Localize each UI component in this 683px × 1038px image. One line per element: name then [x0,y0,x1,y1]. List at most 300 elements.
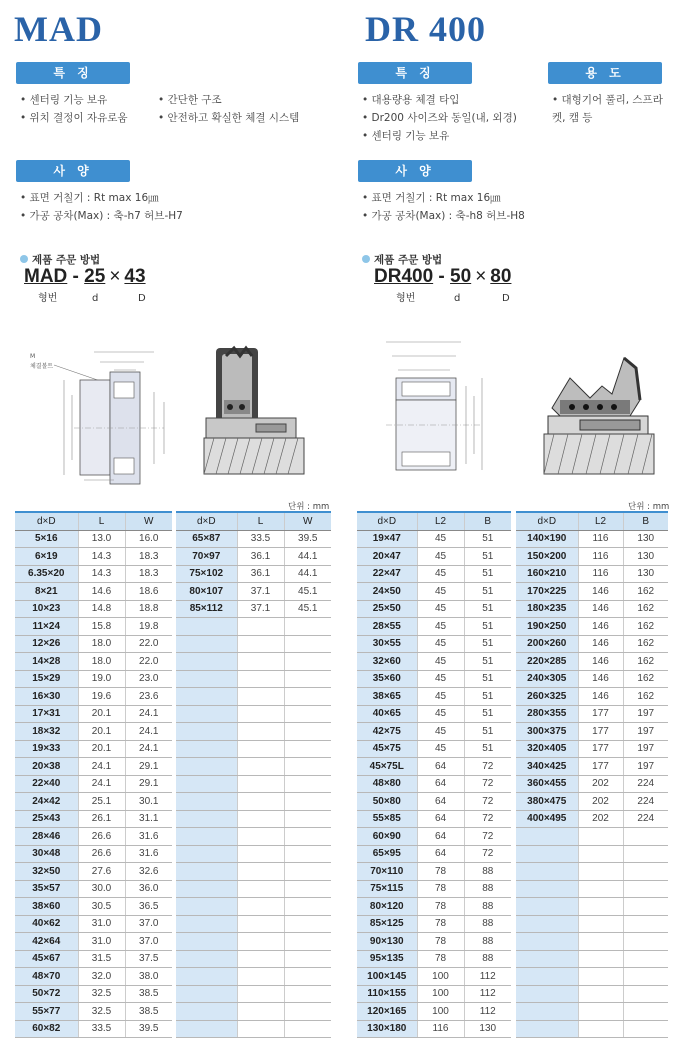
cell-size: 10×23 [15,600,78,618]
cell-value [284,863,331,881]
cell-value: 45 [417,635,464,653]
cell-value: 18.0 [78,635,125,653]
table-row [357,653,511,671]
cell-value [578,915,623,933]
cell-size: 48×80 [357,775,417,793]
cell-value: 64 [417,775,464,793]
cell-size: 220×285 [516,653,578,671]
table-row [15,845,172,863]
cell-value: 202 [578,793,623,811]
table-row [176,880,331,898]
cell-value: 224 [623,810,668,828]
cell-value [284,985,331,1003]
cell-value [237,845,284,863]
table-row [357,705,511,723]
mad-title: MAD [14,9,103,49]
cell-size: 70×97 [176,548,237,566]
cell-size: 55×77 [15,1003,78,1021]
cell-size [176,898,237,916]
table-row [15,793,172,811]
cell-value [623,898,668,916]
cell-value: 78 [417,880,464,898]
dr400-spec-badge: 사 양 [358,160,472,182]
dr400-section-drawing [366,330,506,485]
table-row [357,758,511,776]
table-row [516,933,668,951]
cell-value: 30.1 [125,793,172,811]
cell-size: 40×62 [15,915,78,933]
cell-value: 112 [464,985,511,1003]
cell-size: 35×60 [357,670,417,688]
bullet-item: • 표면 거칠기 : Rt max 16㎛ [20,189,183,207]
table-row [15,635,172,653]
cell-value: 20.1 [78,740,125,758]
cell-size: 25×50 [357,600,417,618]
table-row [516,705,668,723]
cell-value: 162 [623,653,668,671]
cell-size [176,950,237,968]
table-row [357,828,511,846]
table-row [15,653,172,671]
cell-value [623,880,668,898]
cell-value: 18.0 [78,653,125,671]
cell-size [516,915,578,933]
table-row [516,1003,668,1021]
cell-value [237,705,284,723]
cell-size: 240×305 [516,670,578,688]
cell-value [578,845,623,863]
cell-value [284,1003,331,1021]
dot-icon [362,255,370,263]
cell-value: 24.1 [125,723,172,741]
table-row [15,670,172,688]
cell-size: 90×130 [357,933,417,951]
table-row [176,688,331,706]
table-row [516,583,668,601]
cell-value [284,618,331,636]
cell-value: 20.1 [78,705,125,723]
table-row [516,530,668,548]
cell-value: 22.0 [125,653,172,671]
table-row [15,565,172,583]
cell-value [284,758,331,776]
table-row [15,618,172,636]
table-row [176,705,331,723]
cell-size: 35×57 [15,880,78,898]
cell-value: 45 [417,740,464,758]
table-row [176,828,331,846]
cell-size: 85×112 [176,600,237,618]
cell-value [623,828,668,846]
code-model: MAD [24,266,68,287]
cell-size: 32×60 [357,653,417,671]
cell-size: 30×55 [357,635,417,653]
cell-size: 18×32 [15,723,78,741]
cell-value: 14.6 [78,583,125,601]
table-row [357,880,511,898]
table-row [357,1020,511,1038]
cell-size [176,723,237,741]
table-row [516,688,668,706]
cell-value: 116 [578,565,623,583]
cell-value: 24.1 [78,758,125,776]
cell-value: 37.0 [125,933,172,951]
cell-value: 24.1 [125,705,172,723]
label-D: D [138,293,146,304]
cell-value: 112 [464,1003,511,1021]
cell-size [516,968,578,986]
cell-size [176,933,237,951]
cell-value: 224 [623,775,668,793]
cell-size: 100×145 [357,968,417,986]
cell-value [578,950,623,968]
cell-value [578,898,623,916]
cell-size: 42×75 [357,723,417,741]
cell-value: 162 [623,635,668,653]
cell-size: 140×190 [516,530,578,548]
cell-size: 16×30 [15,688,78,706]
cell-value: 197 [623,705,668,723]
cell-value: 146 [578,670,623,688]
cell-value: 88 [464,915,511,933]
cell-value: 51 [464,688,511,706]
table-row [357,775,511,793]
cell-value [284,688,331,706]
bullet-item: • 안전하고 확실한 체결 시스템 [158,109,299,127]
cell-value: 78 [417,950,464,968]
table-row [516,985,668,1003]
cell-value [578,828,623,846]
cell-value [578,880,623,898]
cell-size: 65×87 [176,530,237,548]
table-row [357,723,511,741]
cell-value: 64 [417,758,464,776]
cell-value: 116 [417,1020,464,1038]
cell-size [516,950,578,968]
cell-size [516,828,578,846]
table4-unit: 단위 : mm [628,502,670,512]
mad-features-col2 [158,91,299,127]
cell-value [237,775,284,793]
cell-size: 50×72 [15,985,78,1003]
cell-value: 146 [578,600,623,618]
cell-size [176,775,237,793]
cell-size [516,880,578,898]
table-row [15,600,172,618]
mad-order-title [20,252,100,267]
cell-value [237,950,284,968]
cell-size: 380×475 [516,793,578,811]
cell-value: 88 [464,933,511,951]
cell-value: 38.5 [125,1003,172,1021]
cell-value: 24.1 [125,740,172,758]
cell-size: 60×90 [357,828,417,846]
table-row [176,740,331,758]
table-row [15,583,172,601]
cell-value: 72 [464,828,511,846]
mad-table-1 [15,511,172,1038]
cell-size: 24×42 [15,793,78,811]
cell-value [284,898,331,916]
cell-value: 197 [623,740,668,758]
header-dxd: d×D [15,512,78,530]
dr400-order-labels [396,289,510,304]
header-b: B [623,512,668,530]
cell-size: 30×48 [15,845,78,863]
cell-value: 177 [578,758,623,776]
table-row [357,565,511,583]
cell-value: 33.5 [78,1020,125,1038]
cell-value: 64 [417,828,464,846]
cell-value [578,1003,623,1021]
cell-value: 130 [623,530,668,548]
cell-value: 38.5 [125,985,172,1003]
label-d: d [454,293,461,304]
cell-size: 6.35×20 [15,565,78,583]
cell-size [176,915,237,933]
table-row [15,915,172,933]
cell-value: 162 [623,670,668,688]
cell-size: 190×250 [516,618,578,636]
table-row [516,723,668,741]
cell-size: 28×46 [15,828,78,846]
table-row [176,548,331,566]
header-dxd: d×D [357,512,417,530]
cell-size: 28×55 [357,618,417,636]
bullet-item: • Dr200 사이즈와 동일(내, 외경) [362,109,517,127]
cell-value [237,688,284,706]
table-row [357,950,511,968]
cell-size: 20×47 [357,548,417,566]
bullet-item: • 가공 공차(Max) : 축-h8 허브-H8 [362,207,525,225]
bullet-item: • 위치 결정이 자유로움 [20,109,128,127]
cell-size: 80×107 [176,583,237,601]
cell-value: 39.5 [284,530,331,548]
table-row [516,565,668,583]
cell-value: 45 [417,705,464,723]
table-row [15,898,172,916]
table-row [516,793,668,811]
cell-size: 14×28 [15,653,78,671]
table-row [176,758,331,776]
cell-value [284,740,331,758]
cell-size: 260×325 [516,688,578,706]
cell-size: 170×225 [516,583,578,601]
table-row [516,548,668,566]
table-row [357,968,511,986]
table-row [516,845,668,863]
cell-value [237,810,284,828]
cell-size: 19×47 [357,530,417,548]
cell-value: 45 [417,548,464,566]
cell-value: 45 [417,653,464,671]
cell-value: 100 [417,1003,464,1021]
cell-value: 31.1 [125,810,172,828]
table-row [176,898,331,916]
mad-order-code: MAD - 25 × 43 [24,266,146,287]
cell-value: 44.1 [284,548,331,566]
cell-size: 65×95 [357,845,417,863]
cell-size [516,898,578,916]
cell-value [623,1020,668,1038]
mad-table-2 [176,511,331,1038]
cell-value: 51 [464,618,511,636]
cell-size: 160×210 [516,565,578,583]
table-row [516,740,668,758]
table-row [176,793,331,811]
cell-size [516,985,578,1003]
table-row [357,915,511,933]
bullet-item: • 대용량용 체결 타입 [362,91,517,109]
cell-value: 19.6 [78,688,125,706]
table-row [15,950,172,968]
cell-value: 31.5 [78,950,125,968]
cell-value: 32.0 [78,968,125,986]
header-l2: L2 [417,512,464,530]
cell-value [284,810,331,828]
cell-value [237,635,284,653]
table-row [15,530,172,548]
cell-value: 130 [623,548,668,566]
table-row [15,740,172,758]
cell-size [176,828,237,846]
cell-value: 51 [464,740,511,758]
cell-size: 75×102 [176,565,237,583]
cell-value: 51 [464,600,511,618]
cell-value: 112 [464,968,511,986]
cell-value: 72 [464,758,511,776]
table-row [176,723,331,741]
table-row [176,968,331,986]
cell-value: 162 [623,600,668,618]
table-row [516,653,668,671]
cell-value: 39.5 [125,1020,172,1038]
table-row [357,793,511,811]
cell-size: 38×65 [357,688,417,706]
order-title-text: 제품 주문 방법 [32,254,101,266]
table-row [15,1020,172,1038]
cell-value: 18.8 [125,600,172,618]
table-row [15,758,172,776]
cell-size: 48×70 [15,968,78,986]
cell-size: 42×64 [15,933,78,951]
cell-size: 55×85 [357,810,417,828]
table-row [176,635,331,653]
cell-value: 19.8 [125,618,172,636]
cell-size: 6×19 [15,548,78,566]
cell-value: 18.3 [125,548,172,566]
table-row [176,933,331,951]
cell-size [176,688,237,706]
cell-value: 20.1 [78,723,125,741]
cell-value: 146 [578,653,623,671]
cell-size: 110×155 [357,985,417,1003]
cell-value: 130 [623,565,668,583]
cell-size: 130×180 [357,1020,417,1038]
cell-value: 31.0 [78,915,125,933]
label-d: d [92,293,99,304]
cell-value [237,933,284,951]
cell-value: 51 [464,653,511,671]
cell-value [578,863,623,881]
cell-value [284,828,331,846]
cell-value [623,845,668,863]
cell-value [237,1003,284,1021]
cell-value: 72 [464,845,511,863]
cell-value [578,968,623,986]
cell-value: 100 [417,968,464,986]
table-row [176,1020,331,1038]
cell-value: 14.8 [78,600,125,618]
cell-value: 78 [417,933,464,951]
table-row [357,863,511,881]
table-row [176,618,331,636]
cell-value: 162 [623,618,668,636]
cell-size: 15×29 [15,670,78,688]
label-m: M [30,353,36,360]
cell-size [176,880,237,898]
table-row [516,950,668,968]
cell-value: 51 [464,583,511,601]
cell-size: 300×375 [516,723,578,741]
cell-value: 36.0 [125,880,172,898]
cell-size: 20×38 [15,758,78,776]
cell-value [237,828,284,846]
cell-value [284,915,331,933]
table-row [516,968,668,986]
cell-value: 32.6 [125,863,172,881]
cell-value: 18.3 [125,565,172,583]
cell-value: 36.1 [237,565,284,583]
cell-value [237,618,284,636]
cell-value [237,758,284,776]
cell-value [237,670,284,688]
bullet-item: • 대형기어 풀리, 스프라켓, 캠 등 [552,91,674,127]
cell-size: 360×455 [516,775,578,793]
cell-size [176,968,237,986]
table-row [176,670,331,688]
cell-value [237,880,284,898]
cell-value: 64 [417,793,464,811]
cell-value [237,1020,284,1038]
cell-value: 25.1 [78,793,125,811]
cell-value [623,933,668,951]
table-row [176,530,331,548]
cell-value: 88 [464,898,511,916]
cell-value: 31.6 [125,828,172,846]
cell-value: 100 [417,985,464,1003]
table-row [357,985,511,1003]
cell-value: 146 [578,618,623,636]
cell-size: 120×165 [357,1003,417,1021]
table-row [15,933,172,951]
cell-value [284,793,331,811]
dr400-table-2 [516,511,668,1038]
cell-size [176,793,237,811]
cell-size: 50×80 [357,793,417,811]
cell-size: 45×67 [15,950,78,968]
dr400-use-list [552,91,674,127]
label-D: D [502,293,510,304]
cell-size: 32×50 [15,863,78,881]
cell-value: 197 [623,758,668,776]
cell-size: 150×200 [516,548,578,566]
table-row [516,775,668,793]
cell-size: 45×75L [357,758,417,776]
cell-value: 51 [464,635,511,653]
code-d: 25 [84,266,106,287]
cell-size: 22×40 [15,775,78,793]
